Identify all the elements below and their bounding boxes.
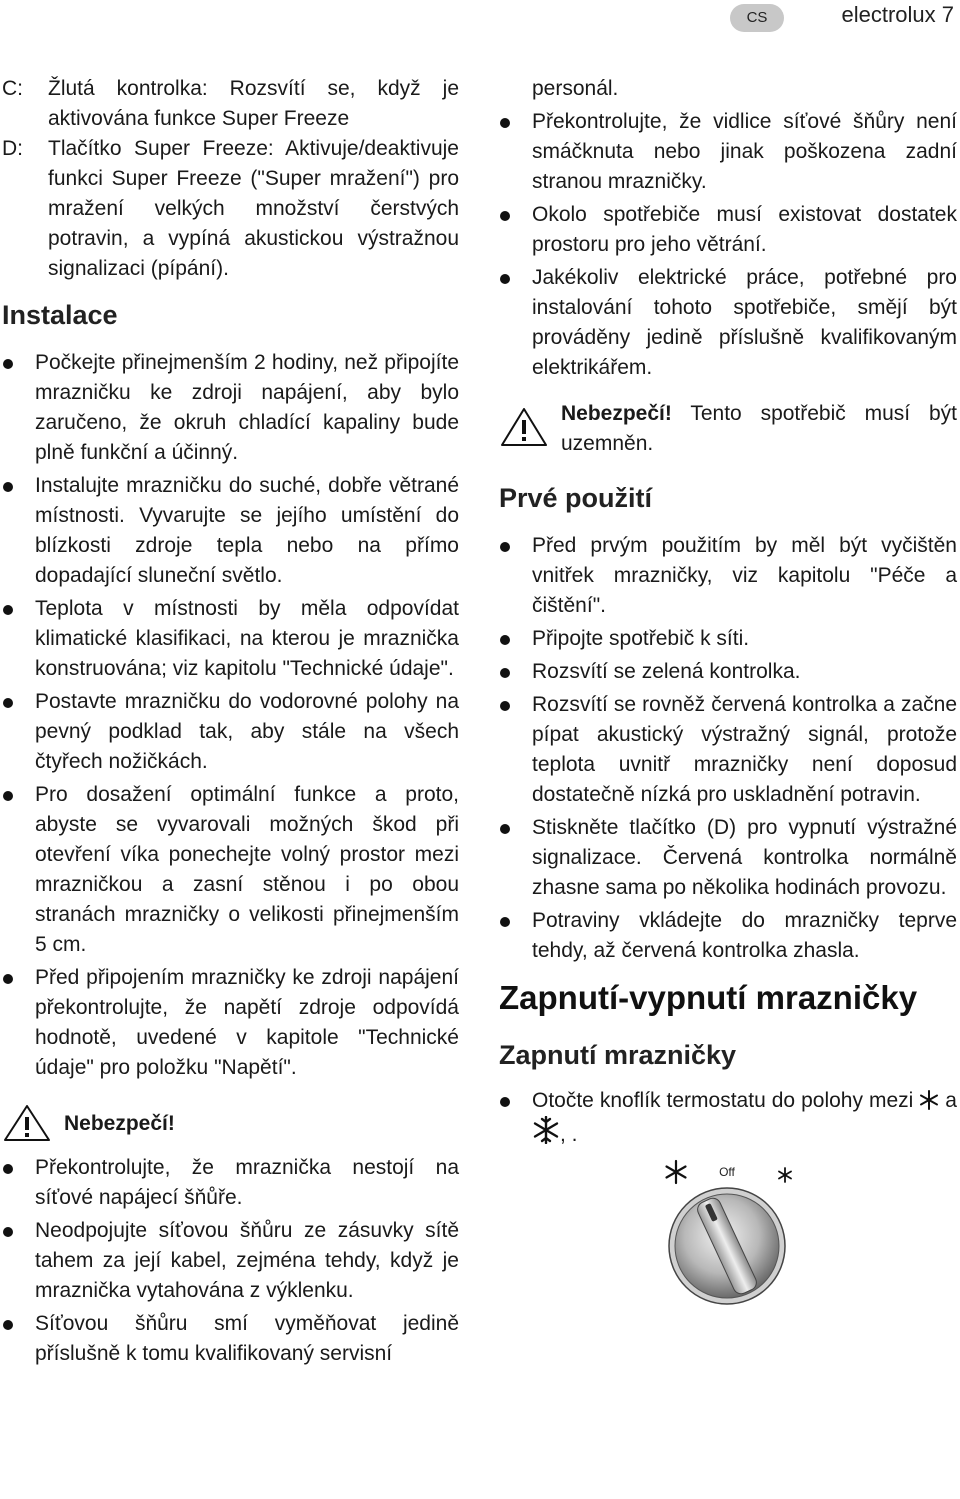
list-item: Jakékoliv elektrické práce, potřebné pro instalování tohoto spotřebiče, smějí být prováděny jedině příslušně kvalifikovaným elektrikářem. <box>499 263 957 383</box>
list-item: Rozsvítí se zelená kontrolka. <box>499 657 957 687</box>
list-item: Potraviny vkládejte do mrazničky teprve tehdy, až červená kontrolka zhasla. <box>499 906 957 966</box>
list-item <box>499 1086 957 1150</box>
snowflake-small-icon <box>919 1090 939 1110</box>
list-item: Síťovou šňůru smí vyměňovat jedině příslušně k tomu kvalifikovaný servisní <box>2 1309 459 1369</box>
knob-off-label: Off <box>719 1165 735 1179</box>
instruction-text-mid: a <box>939 1089 957 1112</box>
warning-triangle-icon <box>499 399 549 449</box>
warning-text <box>561 399 957 459</box>
continued-text: personál. <box>532 77 619 100</box>
section-title-on-off: Zapnutí-vypnutí mrazničky <box>499 979 918 1016</box>
instruction-text: Otočte knoflík termostatu do polohy mezi <box>532 1089 920 1112</box>
snowflake-small-icon <box>779 1168 791 1182</box>
left-column <box>2 74 459 1372</box>
warning-triangle-icon <box>2 1103 52 1143</box>
section-title-first-use: Prvé použití <box>499 483 653 513</box>
list-item: Překontrolujte, že vidlice síťové šňůry není smáčknuta nebo jinak poškozena zadní stranou mrazničky. <box>499 107 957 197</box>
thermostat-knob-illustration <box>627 1158 827 1308</box>
language-badge: CS <box>730 4 784 32</box>
switch-on-list <box>499 1086 957 1150</box>
warning-title: Nebezpečí! <box>561 402 672 425</box>
definition-c <box>2 74 459 134</box>
list-item: Okolo spotřebiče musí existovat dostatek prostoru pro jeho větrání. <box>499 200 957 260</box>
list-item: Neodpojujte síťovou šňůru ze zásuvky sítě tahem za její kabel, zejména tehdy, když je mraznička vytahována z výklenku. <box>2 1216 459 1306</box>
definition-d <box>2 134 459 284</box>
instruction-text-end: , . <box>560 1123 578 1146</box>
snowflake-large-icon <box>532 1116 560 1144</box>
list-item: Překontrolujte, že mraznička nestojí na síťové napájecí šňůře. <box>2 1153 459 1213</box>
subsection-title-on: Zapnutí mrazničky <box>499 1040 737 1070</box>
list-item: Pro dosažení optimální funkce a proto, abyste se vyvarovali možných škod při otevření víka ponechejte volný prostor mezi mrazničkou a zasní stěnou i po obou stranách mrazničky o velikosti přinejmenším 5 cm. <box>2 780 459 960</box>
list-item: Před připojením mrazničky ke zdroji napájení překontrolujte, že napětí zdroje odpovídá hodnotě, uvedené v kapitole "Technické údaje" pro položku "Napětí". <box>2 963 459 1083</box>
definition-text: Tlačítko Super Freeze: Aktivuje/deaktivuje funkci Super Freeze ("Super mražení") pro mražení velkých množství čerstvých potravin, a vypíná akustickou výstražnou signalizaci (pípání). <box>48 137 459 280</box>
definition-key: D: <box>2 137 23 160</box>
safety-list <box>499 107 957 383</box>
definition-text: Žlutá kontrolka: Rozsvítí se, když je aktivována funkce Super Freeze <box>48 77 459 130</box>
danger-warning <box>499 399 957 459</box>
section-title-instalace: Instalace <box>2 300 118 330</box>
warning-body: Tento spotřebič musí být uzemněn. <box>561 402 957 455</box>
danger-warning <box>2 1103 459 1143</box>
brand-page-number: electrolux 7 <box>841 2 954 27</box>
list-item: Před prvým použitím by měl být vyčištěn vnitřek mrazničky, viz kapitolu "Péče a čištění". <box>499 531 957 621</box>
thermostat-knob-graphic <box>627 1158 827 1308</box>
list-item: Postavte mrazničku do vodorovné polohy na pevný podklad tak, aby stále na všech čtyřech nožičkách. <box>2 687 459 777</box>
instalace-list <box>2 348 459 1083</box>
list-item: Instalujte mrazničku do suché, dobře větrané místnosti. Vyvarujte se jejího umístění do blízkosti zdroje tepla nebo na přímo dopadající sluneční světlo. <box>2 471 459 591</box>
list-item: Rozsvítí se rovněž červená kontrolka a začne pípat akustický výstražný signál, protože teplota uvnitř mrazničky není doposud dostatečně nízká pro uskladnění potravin. <box>499 690 957 810</box>
list-item: Stiskněte tlačítko (D) pro vypnutí výstražné signalizace. Červená kontrolka normálně zhasne sama po několika hodinách provozu. <box>499 813 957 903</box>
list-item: Teplota v místnosti by měla odpovídat klimatické klasifikaci, na kterou je mraznička konstruována; viz kapitolu "Technické údaje". <box>2 594 459 684</box>
page-header <box>0 0 960 32</box>
right-column <box>499 74 957 1308</box>
list-item: Počkejte přinejmenším 2 hodiny, než připojíte mrazničku ke zdroji napájení, aby bylo zaručeno, že okruh chladící kapaliny bude plně funkční a účinný. <box>2 348 459 468</box>
warning-title: Nebezpečí! <box>64 1112 175 1135</box>
definition-key: C: <box>2 77 23 100</box>
first-use-list <box>499 531 957 966</box>
danger-list <box>2 1153 459 1369</box>
list-item: Připojte spotřebič k síti. <box>499 624 957 654</box>
snowflake-large-icon <box>667 1161 686 1183</box>
